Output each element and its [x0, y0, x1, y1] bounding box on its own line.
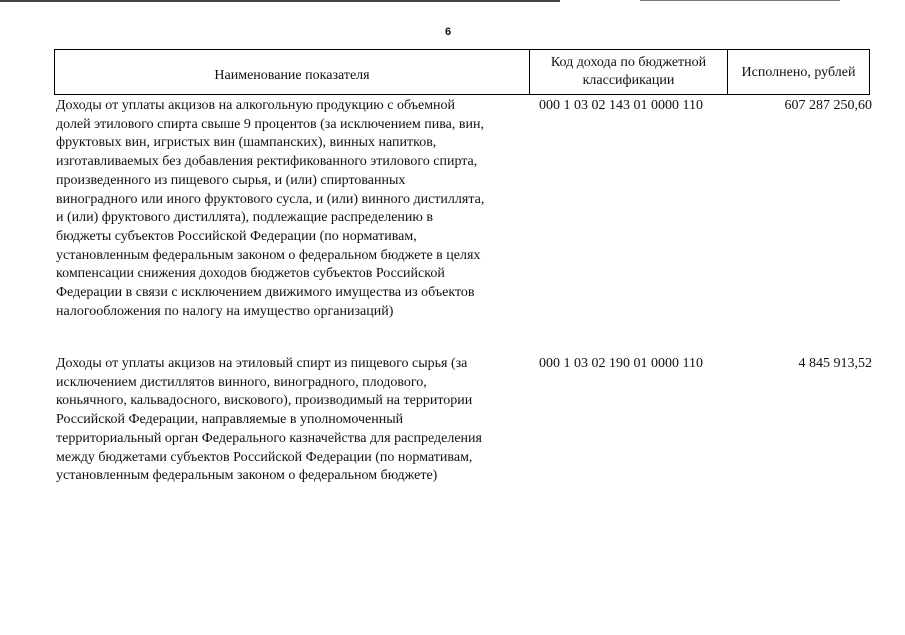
- header-executed: Исполнено, рублей: [741, 65, 856, 80]
- header-code: Код дохода по бюджетной классификации: [530, 50, 728, 94]
- row-amount: 607 287 250,60: [784, 98, 872, 113]
- header-name: Наименование показателя: [55, 50, 530, 94]
- row-code: 000 1 03 02 143 01 0000 110: [539, 98, 703, 113]
- table-header: [54, 49, 870, 95]
- row-name: Доходы от уплаты акцизов на алкогольную продукцию с объемной долей этилового спирта свыше 9 процентов (за исключением пива, вин, фруктовых вин, игристых вин (шампанских), винных напитков, изготавливаемых без добавления ректификованного этилового спирта, произведенного из пищевого сырья, и (или) спиртованных виноградного или иного фруктового сусла, и (или) винного дистиллята, и (или) фруктового дистиллята), подлежащие распределению в бюджеты субъектов Российской Федерации (по нормативам, установленным федеральным законом о федеральном бюджете в целях компенсации снижения доходов бюджетов субъектов Российской Федерации в связи с исключением движимого имущества из объектов налогообложения по налогу на имущество организаций): [56, 98, 485, 319]
- row-code: 000 1 03 02 190 01 0000 110: [539, 356, 703, 371]
- scan-top-rule: [0, 0, 560, 2]
- page-number: 6: [444, 26, 452, 38]
- row-amount: 4 845 913,52: [798, 356, 872, 371]
- scan-top-rule-right: [640, 0, 840, 1]
- row-name: Доходы от уплаты акцизов на этиловый спирт из пищевого сырья (за исключением дистиллятов винного, виноградного, плодового, коньячного, кальвадосного, вискового), производимый на территории Российской Федерации, направляемые в уполномоченный территориальный орган Федерального казначейства для распределения между бюджетами субъектов Российской Федерации (по нормативам, установленным федеральным законом о федеральном бюджете): [56, 356, 482, 484]
